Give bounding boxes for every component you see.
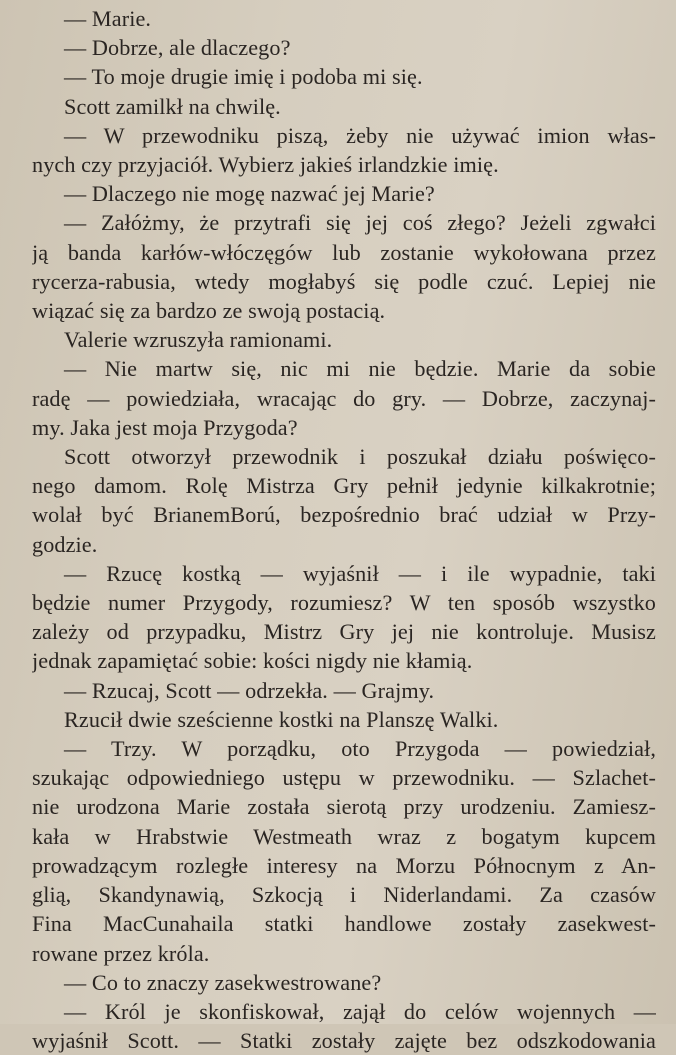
text-line: wyjaśnił Scott. — Statki zostały zajęte bez odszkodowania	[32, 1028, 656, 1054]
text-line: jednak zapamiętać sobie: kości nigdy nie kłamią.	[32, 648, 473, 674]
text-line: Valerie wzruszyła ramionami.	[64, 327, 333, 353]
text-line: wolał być BrianemBorú, bezpośrednio brać udział w Przy-	[32, 502, 656, 528]
text-line: wiązać się za bardzo ze swoją postacią.	[32, 298, 386, 324]
text-line: — Król je skonfiskował, zajął do celów wojennych —	[64, 998, 656, 1024]
text-line: — Dobrze, ale dlaczego?	[64, 35, 291, 61]
text-line: my. Jaka jest moja Przygoda?	[32, 414, 298, 440]
text-line: — Dlaczego nie mogę nazwać jej Marie?	[64, 181, 435, 207]
text-line: — Załóżmy, że przytrafi się jej coś złego? Jeżeli zgwałci	[64, 210, 656, 236]
text-line: nego damom. Rolę Mistrza Gry pełnił jedynie kilkakrotnie;	[32, 473, 656, 499]
text-line: nych czy przyjaciół. Wybierz jakieś irlandzkie imię.	[32, 152, 499, 178]
text-line: szukając odpowiedniego ustępu w przewodniku. — Szlachet-	[32, 765, 656, 791]
text-line: zależy od przypadku, Mistrz Gry jej nie kontroluje. Musisz	[32, 619, 656, 645]
text-line: rycerza-rabusia, wtedy mogłabyś się podle czuć. Lepiej nie	[32, 268, 656, 294]
text-line: nie urodzona Marie została sierotą przy urodzeniu. Zamiesz-	[32, 794, 656, 820]
text-line: glią, Skandynawią, Szkocją i Niderlandami. Za czasów	[32, 882, 656, 908]
text-line: Fina MacCunahaila statki handlowe zostały zasekwest-	[32, 911, 656, 937]
text-line: Scott otworzył przewodnik i poszukał działu poświęco-	[64, 444, 656, 470]
text-line: — Rzucę kostką — wyjaśnił — i ile wypadnie, taki	[64, 560, 656, 586]
text-line: kała w Hrabstwie Westmeath wraz z bogatym kupcem	[32, 823, 656, 849]
text-line: — W przewodniku piszą, żeby nie używać imion włas-	[64, 122, 656, 148]
text-line: — Trzy. W porządku, oto Przygoda — powiedział,	[64, 736, 656, 762]
text-line: prowadzącym rozległe interesy na Morzu Północnym z An-	[32, 852, 656, 878]
text-line: — Marie.	[64, 6, 152, 31]
text-line: Scott zamilkł na chwilę.	[64, 93, 281, 119]
text-line: radę — powiedziała, wracając do gry. — Dobrze, zaczynaj-	[32, 385, 656, 411]
text-line: — Nie martw się, nic mi nie będzie. Marie da sobie	[64, 356, 656, 382]
text-line: — Co to znaczy zasekwestrowane?	[64, 969, 382, 995]
text-line: ją banda karłów-włóczęgów lub zostanie wykołowana przez	[32, 239, 656, 265]
text-line: Rzucił dwie sześcienne kostki na Planszę Walki.	[64, 706, 499, 732]
text-line: będzie numer Przygody, rozumiesz? W ten sposób wszystko	[32, 590, 656, 616]
text-line: — To moje drugie imię i podoba mi się.	[64, 64, 423, 90]
text-line: — Rzucaj, Scott — odrzekła. — Grajmy.	[64, 677, 435, 703]
text-line: godzie.	[32, 531, 98, 557]
text-line: rowane przez króla.	[32, 940, 210, 966]
